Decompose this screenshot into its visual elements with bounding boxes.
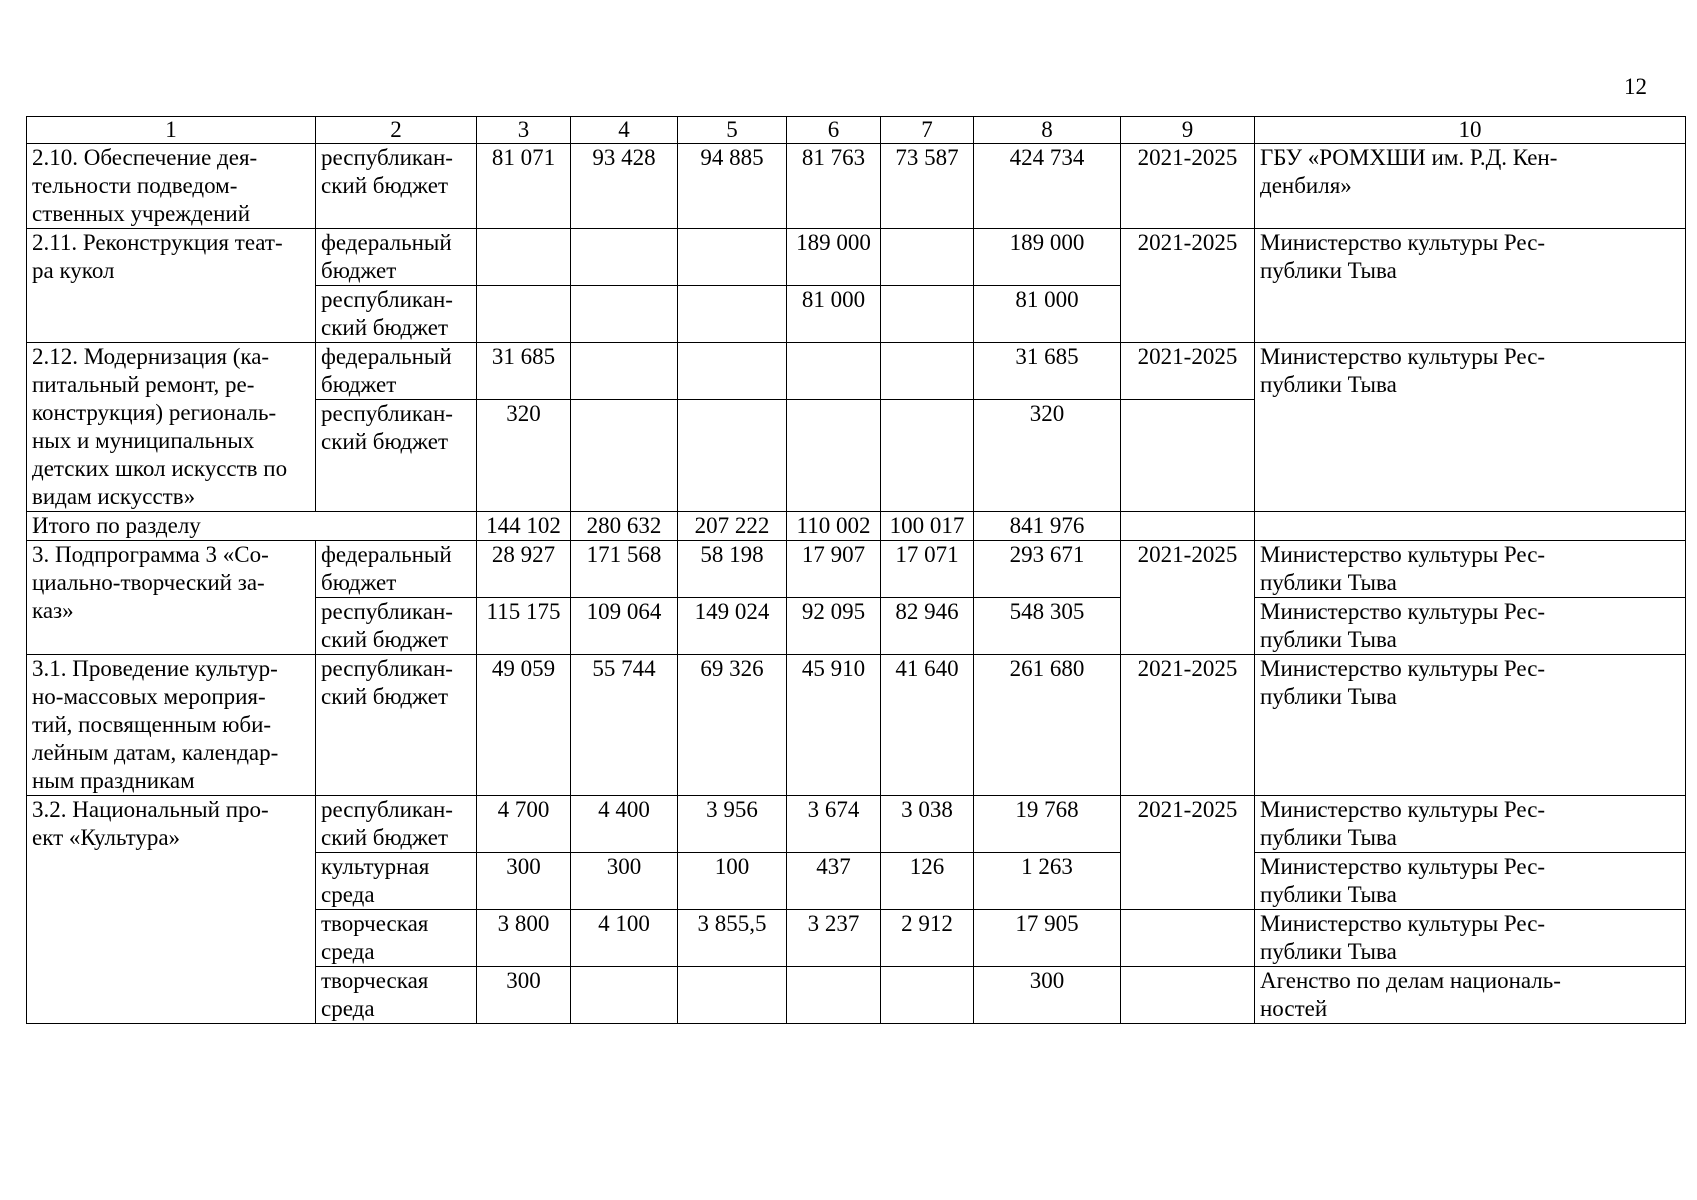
period-cell: 2021-2025 [1121,343,1255,400]
item-name-cell: 2.10. Обеспечение дея- тельности подведом- ственных учреждений [27,144,316,229]
total-value-cell: 17 905 [974,910,1121,967]
value-cell: 2 912 [881,910,974,967]
total-value-cell: 19 768 [974,796,1121,853]
table-row [27,229,1686,286]
value-cell: 81 763 [787,144,881,229]
funding-source-cell: республикан- ский бюджет [316,286,477,343]
value-cell: 17 907 [787,541,881,598]
value-cell [477,229,571,286]
item-name-cell: 2.12. Модернизация (ка- питальный ремонт, ре- конструкция) региональ- ных и муниципальных детских школ искусств по видам искусств» [27,343,316,512]
executor-cell: Министерство культуры Рес- публики Тыва [1255,853,1686,910]
total-row [27,512,1686,541]
table-row [27,343,1686,400]
value-cell [571,400,678,512]
value-cell: 437 [787,853,881,910]
value-cell: 110 002 [787,512,881,541]
funding-source-cell: федеральный бюджет [316,541,477,598]
total-value-cell: 293 671 [974,541,1121,598]
value-cell: 100 017 [881,512,974,541]
total-value-cell: 1 263 [974,853,1121,910]
funding-source-cell: федеральный бюджет [316,343,477,400]
table-row [27,541,1686,598]
total-value-cell: 320 [974,400,1121,512]
value-cell [678,967,787,1024]
total-value-cell: 300 [974,967,1121,1024]
value-cell [571,343,678,400]
value-cell: 4 700 [477,796,571,853]
value-cell: 320 [477,400,571,512]
value-cell: 28 927 [477,541,571,598]
value-cell: 149 024 [678,598,787,655]
value-cell: 300 [477,853,571,910]
period-cell: 2021-2025 [1121,541,1255,655]
table-row [27,796,1686,853]
value-cell: 82 946 [881,598,974,655]
item-name-cell: 2.11. Реконструкция теат- ра кукол [27,229,316,343]
value-cell: 31 685 [477,343,571,400]
total-label: Итого по разделу [27,512,477,541]
executor-cell: Министерство культуры Рес- публики Тыва [1255,598,1686,655]
funding-source-cell: республикан- ский бюджет [316,655,477,796]
value-cell [787,400,881,512]
value-cell [678,400,787,512]
period-cell [1121,967,1255,1024]
funding-source-cell: республикан- ский бюджет [316,400,477,512]
header-row [27,117,1686,144]
value-cell: 300 [477,967,571,1024]
value-cell: 280 632 [571,512,678,541]
value-cell: 300 [571,853,678,910]
period-cell: 2021-2025 [1121,229,1255,343]
header-cell: 2 [316,117,477,144]
executor-cell: Министерство культуры Рес- публики Тыва [1255,343,1686,512]
period-cell: 2021-2025 [1121,655,1255,796]
period-cell [1121,400,1255,512]
value-cell [881,967,974,1024]
value-cell: 100 [678,853,787,910]
value-cell: 41 640 [881,655,974,796]
executor-cell: Агенство по делам националь- ностей [1255,967,1686,1024]
header-cell: 4 [571,117,678,144]
total-value-cell: 261 680 [974,655,1121,796]
value-cell: 17 071 [881,541,974,598]
value-cell [881,229,974,286]
funding-source-cell: культурная среда [316,853,477,910]
value-cell: 115 175 [477,598,571,655]
item-name-cell: 3.1. Проведение культур- но-массовых мероприя- тий, посвященным юби- лейным датам, календар- ным праздникам [27,655,316,796]
header-cell: 7 [881,117,974,144]
funding-source-cell: республикан- ский бюджет [316,144,477,229]
executor-cell [1255,512,1686,541]
total-value-cell: 424 734 [974,144,1121,229]
value-cell [571,967,678,1024]
total-value-cell: 548 305 [974,598,1121,655]
value-cell [678,343,787,400]
value-cell [881,343,974,400]
funding-source-cell: республикан- ский бюджет [316,796,477,853]
executor-cell: Министерство культуры Рес- публики Тыва [1255,541,1686,598]
value-cell: 3 855,5 [678,910,787,967]
value-cell: 73 587 [881,144,974,229]
value-cell [881,400,974,512]
value-cell: 144 102 [477,512,571,541]
executor-cell: Министерство культуры Рес- публики Тыва [1255,796,1686,853]
funding-source-cell: творческая среда [316,910,477,967]
value-cell: 109 064 [571,598,678,655]
header-cell: 5 [678,117,787,144]
value-cell: 55 744 [571,655,678,796]
value-cell: 94 885 [678,144,787,229]
period-cell [1121,512,1255,541]
page-number: 12 [1624,74,1647,99]
value-cell: 3 956 [678,796,787,853]
budget-table [26,116,1686,1024]
value-cell: 93 428 [571,144,678,229]
funding-source-cell: республикан- ский бюджет [316,598,477,655]
value-cell: 69 326 [678,655,787,796]
value-cell: 3 038 [881,796,974,853]
value-cell [571,286,678,343]
value-cell: 81 000 [787,286,881,343]
value-cell: 49 059 [477,655,571,796]
value-cell: 171 568 [571,541,678,598]
header-cell: 1 [27,117,316,144]
total-value-cell: 81 000 [974,286,1121,343]
funding-source-cell: творческая среда [316,967,477,1024]
period-cell [1121,910,1255,967]
value-cell: 45 910 [787,655,881,796]
value-cell: 92 095 [787,598,881,655]
total-value-cell: 31 685 [974,343,1121,400]
executor-cell: ГБУ «РОМХШИ им. Р.Д. Кен- денбиля» [1255,144,1686,229]
executor-cell: Министерство культуры Рес- публики Тыва [1255,655,1686,796]
value-cell: 58 198 [678,541,787,598]
value-cell: 189 000 [787,229,881,286]
total-value-cell: 841 976 [974,512,1121,541]
value-cell [571,229,678,286]
value-cell: 4 400 [571,796,678,853]
item-name-cell: 3.2. Национальный про- ект «Культура» [27,796,316,1024]
value-cell [787,343,881,400]
period-cell: 2021-2025 [1121,144,1255,229]
funding-source-cell: федеральный бюджет [316,229,477,286]
header-cell: 9 [1121,117,1255,144]
header-cell: 8 [974,117,1121,144]
value-cell [678,229,787,286]
value-cell: 126 [881,853,974,910]
executor-cell: Министерство культуры Рес- публики Тыва [1255,910,1686,967]
header-cell: 10 [1255,117,1686,144]
header-cell: 6 [787,117,881,144]
value-cell: 81 071 [477,144,571,229]
value-cell [881,286,974,343]
value-cell [787,967,881,1024]
table-row [27,655,1686,796]
value-cell [678,286,787,343]
value-cell: 4 100 [571,910,678,967]
value-cell: 3 674 [787,796,881,853]
value-cell: 3 237 [787,910,881,967]
total-value-cell: 189 000 [974,229,1121,286]
value-cell: 3 800 [477,910,571,967]
item-name-cell: 3. Подпрограмма 3 «Со- циально-творческий за- каз» [27,541,316,655]
table-row [27,144,1686,229]
value-cell: 207 222 [678,512,787,541]
executor-cell: Министерство культуры Рес- публики Тыва [1255,229,1686,343]
value-cell [477,286,571,343]
header-cell: 3 [477,117,571,144]
period-cell: 2021-2025 [1121,796,1255,910]
